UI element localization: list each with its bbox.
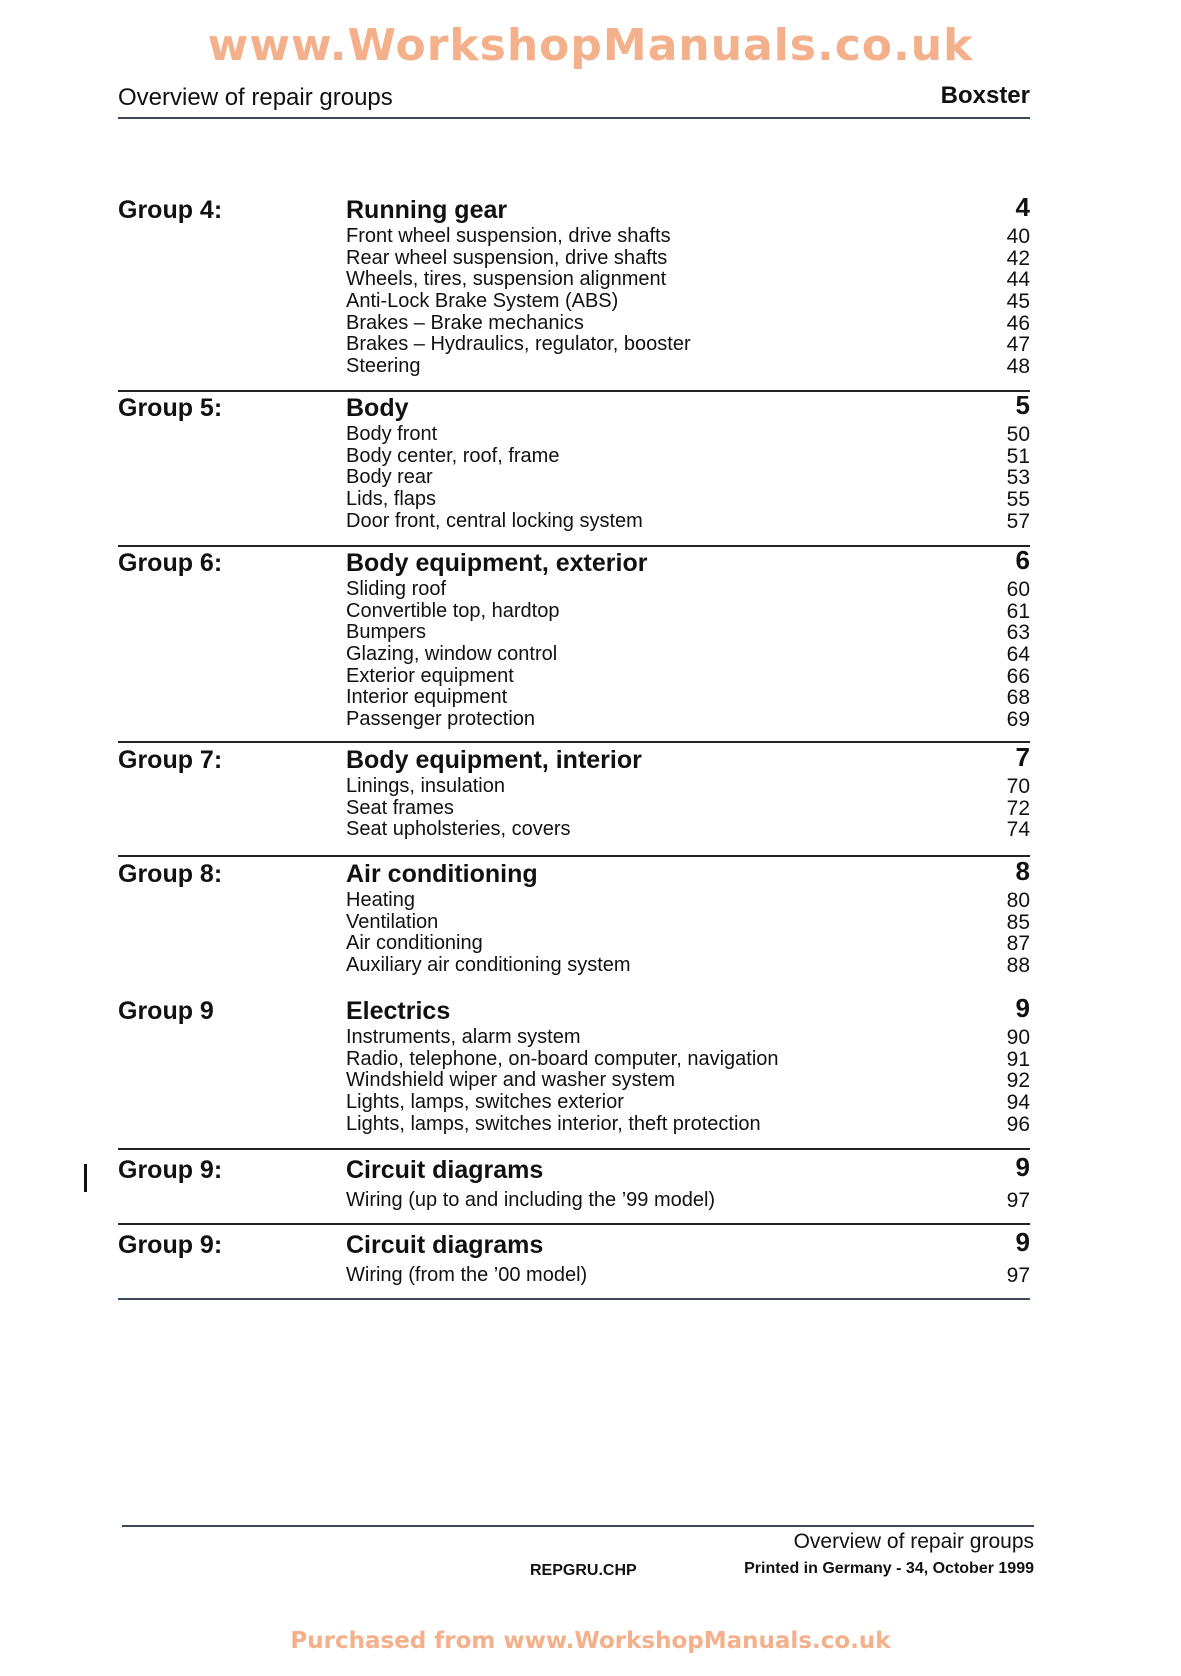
item-label: Body center, roof, frame <box>346 444 560 467</box>
group-items <box>346 424 1030 532</box>
group-divider <box>118 390 1030 392</box>
item-number: 88 <box>1006 954 1030 978</box>
item-number: 69 <box>1006 708 1030 732</box>
list-item <box>346 467 1030 489</box>
item-label: Wiring (up to and including the ’99 model) <box>346 1189 716 1211</box>
list-item <box>346 890 1030 912</box>
item-label: Air conditioning <box>346 932 483 955</box>
group-title: Electrics <box>346 997 451 1025</box>
group-label: Group 8: <box>118 860 223 888</box>
item-number: 42 <box>1006 246 1030 270</box>
item-number: 74 <box>1006 818 1030 842</box>
list-item <box>346 622 1030 644</box>
item-number: 66 <box>1006 664 1030 688</box>
footer-filename: REPGRU.CHP <box>530 1562 637 1579</box>
group-items <box>346 579 1030 731</box>
item-label: Heating <box>346 889 415 911</box>
group-number: 5 <box>1015 390 1030 420</box>
group-title: Body <box>346 394 409 422</box>
list-item <box>346 666 1030 688</box>
item-label: Lights, lamps, switches interior, theft protection <box>346 1112 761 1135</box>
group-label: Group 9 <box>118 997 214 1025</box>
item-number: 53 <box>1006 466 1030 490</box>
list-item <box>346 356 1030 378</box>
group-label: Group 9: <box>118 1231 223 1259</box>
item-label: Body rear <box>346 466 433 489</box>
group-items <box>346 1265 1030 1287</box>
group-items <box>346 1190 1030 1212</box>
item-number: 61 <box>1006 599 1030 623</box>
item-number: 87 <box>1006 932 1030 956</box>
list-item <box>346 1265 1030 1287</box>
item-label: Passenger protection <box>346 708 536 731</box>
item-label: Auxiliary air conditioning system <box>346 954 631 977</box>
item-number: 60 <box>1006 578 1030 601</box>
list-item <box>346 709 1030 731</box>
list-item <box>346 1190 1030 1212</box>
item-label: Rear wheel suspension, drive shafts <box>346 246 668 269</box>
item-number: 55 <box>1006 488 1030 512</box>
item-label: Convertible top, hardtop <box>346 599 560 622</box>
group-number: 9 <box>1015 1227 1030 1257</box>
item-label: Glazing, window control <box>346 643 558 666</box>
item-label: Bumpers <box>346 621 427 644</box>
group-number: 9 <box>1015 993 1030 1023</box>
item-label: Wiring (from the ’00 model) <box>346 1264 588 1286</box>
group-divider <box>118 855 1030 857</box>
item-number: 94 <box>1006 1091 1030 1115</box>
item-label: Instruments, alarm system <box>346 1026 581 1048</box>
list-item <box>346 1092 1030 1114</box>
group-divider <box>118 1148 1030 1150</box>
item-number: 64 <box>1006 643 1030 667</box>
item-label: Interior equipment <box>346 686 508 709</box>
group-title: Circuit diagrams <box>346 1231 544 1259</box>
group-items <box>346 776 1030 841</box>
item-number: 91 <box>1006 1047 1030 1071</box>
item-number: 68 <box>1006 686 1030 710</box>
item-number: 92 <box>1006 1069 1030 1093</box>
item-number: 46 <box>1006 311 1030 335</box>
header-divider <box>118 117 1030 119</box>
group-divider <box>118 1298 1030 1300</box>
list-item <box>346 1027 1030 1049</box>
group-label: Group 4: <box>118 196 223 224</box>
item-number: 96 <box>1006 1112 1030 1136</box>
list-item <box>346 819 1030 841</box>
list-item <box>346 687 1030 709</box>
group-label: Group 5: <box>118 394 223 422</box>
item-number: 51 <box>1006 444 1030 468</box>
group-items <box>346 1027 1030 1135</box>
item-label: Linings, insulation <box>346 775 505 797</box>
item-label: Door front, central locking system <box>346 509 643 532</box>
item-label: Sliding roof <box>346 578 447 600</box>
group-items <box>346 890 1030 977</box>
footer-divider <box>122 1525 1034 1527</box>
list-item <box>346 601 1030 623</box>
item-number: 57 <box>1006 509 1030 533</box>
item-number: 97 <box>1006 1189 1030 1212</box>
item-number: 45 <box>1006 290 1030 314</box>
item-number: 90 <box>1006 1026 1030 1049</box>
group-number: 4 <box>1015 192 1030 222</box>
item-number: 63 <box>1006 621 1030 645</box>
group-title: Body equipment, interior <box>346 746 642 774</box>
list-item <box>346 955 1030 977</box>
group-divider <box>118 545 1030 547</box>
item-label: Brakes – Brake mechanics <box>346 311 584 334</box>
list-item <box>346 511 1030 533</box>
group-number: 8 <box>1015 856 1030 886</box>
model-name: Boxster <box>940 82 1030 109</box>
group-number: 6 <box>1015 545 1030 575</box>
list-item <box>346 1070 1030 1092</box>
list-item <box>346 579 1030 601</box>
group-label: Group 6: <box>118 549 223 577</box>
list-item <box>346 226 1030 248</box>
list-item <box>346 1049 1030 1071</box>
item-label: Lights, lamps, switches exterior <box>346 1091 624 1114</box>
list-item <box>346 424 1030 446</box>
item-label: Windshield wiper and washer system <box>346 1069 676 1092</box>
item-number: 44 <box>1006 268 1030 292</box>
group-label: Group 9: <box>118 1156 223 1184</box>
item-number: 70 <box>1006 775 1030 798</box>
item-label: Ventilation <box>346 910 439 933</box>
list-item <box>346 334 1030 356</box>
item-label: Steering <box>346 355 421 378</box>
item-label: Body front <box>346 423 438 445</box>
list-item <box>346 644 1030 666</box>
item-number: 85 <box>1006 910 1030 934</box>
list-item <box>346 489 1030 511</box>
group-items <box>346 226 1030 378</box>
group-label: Group 7: <box>118 746 223 774</box>
footer-print-info: Printed in Germany - 34, October 1999 <box>744 1560 1034 1577</box>
list-item <box>346 912 1030 934</box>
group-divider <box>118 741 1030 743</box>
item-number: 48 <box>1006 355 1030 379</box>
group-title: Running gear <box>346 196 508 224</box>
list-item <box>346 776 1030 798</box>
group-title: Air conditioning <box>346 860 538 888</box>
list-item <box>346 933 1030 955</box>
list-item <box>346 313 1030 335</box>
item-label: Anti-Lock Brake System (ABS) <box>346 290 619 313</box>
footer-title: Overview of repair groups <box>793 1530 1034 1553</box>
list-item <box>346 798 1030 820</box>
list-item <box>346 269 1030 291</box>
item-label: Wheels, tires, suspension alignment <box>346 268 667 291</box>
group-title: Circuit diagrams <box>346 1156 544 1184</box>
item-label: Brakes – Hydraulics, regulator, booster <box>346 333 691 356</box>
item-label: Front wheel suspension, drive shafts <box>346 225 671 247</box>
item-label: Exterior equipment <box>346 664 514 687</box>
item-label: Lids, flaps <box>346 488 437 511</box>
item-number: 50 <box>1006 423 1030 446</box>
group-title: Body equipment, exterior <box>346 549 648 577</box>
list-item <box>346 248 1030 270</box>
page-title: Overview of repair groups <box>118 84 393 111</box>
item-number: 97 <box>1006 1264 1030 1287</box>
item-number: 72 <box>1006 796 1030 820</box>
group-number: 7 <box>1015 742 1030 772</box>
group-number: 9 <box>1015 1152 1030 1182</box>
group-divider <box>118 1223 1030 1225</box>
item-label: Radio, telephone, on-board computer, navigation <box>346 1047 779 1070</box>
item-number: 40 <box>1006 225 1030 248</box>
item-label: Seat upholsteries, covers <box>346 818 571 841</box>
item-label: Seat frames <box>346 796 454 819</box>
list-item <box>346 1114 1030 1136</box>
list-item <box>346 446 1030 468</box>
list-item <box>346 291 1030 313</box>
watermark-top: www.WorkshopManuals.co.uk <box>207 20 974 71</box>
item-number: 80 <box>1006 889 1030 912</box>
item-number: 47 <box>1006 333 1030 357</box>
change-bar <box>84 1164 87 1192</box>
watermark-bottom: Purchased from www.WorkshopManuals.co.uk <box>290 1628 891 1654</box>
